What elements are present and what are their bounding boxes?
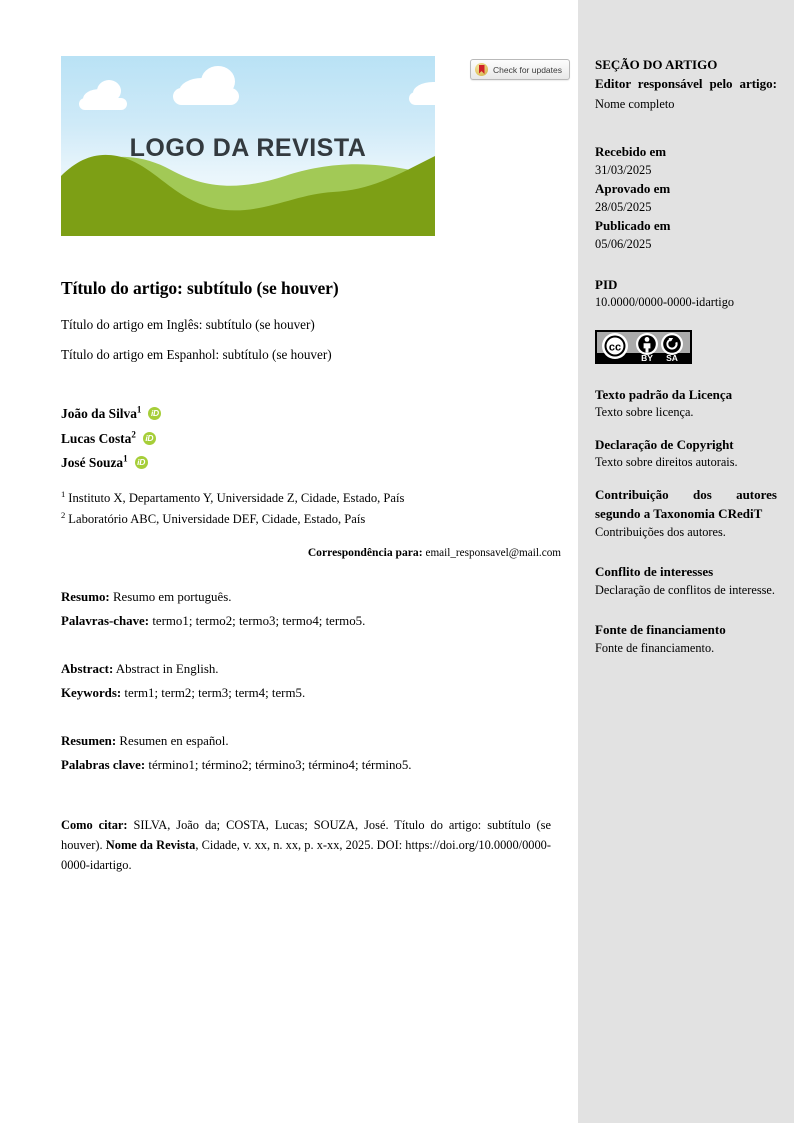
spacer [595,541,777,563]
responsible-editor-value: Nome completo [595,96,675,111]
author-entry [61,429,578,446]
correspondence-line [61,546,578,559]
affiliation-text: Laboratório ABC, Universidade DEF, Cidade, Estado, País [68,512,366,527]
affiliation-text: Instituto X, Departamento Y, Universidade Z, Cidade, Estado, País [68,491,405,506]
funding-body: Fonte de financiamento. [595,640,715,655]
date-approved-value: 28/05/2025 [595,199,652,214]
spacer [595,422,777,436]
license-text-body: Texto sobre licença. [595,404,694,419]
conflict-heading: Conflito de interesses [595,564,714,580]
affiliation-list [61,489,578,529]
credit-body: Contribuições dos autores. [595,524,726,539]
spacer [595,254,777,276]
author-name: João da Silva [61,406,137,422]
article-title-es: Título do artigo em Espanhol: subtítulo (se houver) [61,347,332,363]
svg-text:SA: SA [666,352,678,363]
author-entry [61,404,578,422]
author-affiliation-marker: 1 [136,404,142,415]
svg-text:cc: cc [608,341,622,354]
affiliation-marker: 2 [61,510,66,521]
cloud-icon [79,98,127,110]
keywords-en [61,683,578,703]
conflict-body: Declaração de conflitos de interesse. [595,582,775,597]
orcid-icon[interactable] [148,407,161,420]
orcid-icon[interactable] [135,456,148,469]
crossmark-icon [475,63,488,76]
author-name: Lucas Costa [61,430,132,446]
license-text-block [595,386,777,422]
cloud-icon [409,92,435,105]
journal-logo-banner [61,56,435,236]
date-received [595,143,777,180]
pid-value[interactable]: 10.0000/0000-0000-idartigo [595,294,735,309]
copyright-block [595,436,777,472]
date-approved [595,180,777,217]
article-title-en: Título do artigo em Inglês: subtítulo (se houver) [61,316,315,332]
abstract-text-es: Resumen en español. [119,734,229,749]
author-name: José Souza [61,455,124,470]
spacer [595,364,777,386]
abstract-block-es [61,731,578,775]
keywords-label-pt: Palavras-chave: [61,614,150,629]
creative-commons-license-badge[interactable] [595,330,692,364]
svg-text:BY: BY [641,352,653,363]
orcid-glyph: iD [145,432,154,443]
check-for-updates-badge[interactable] [470,59,570,80]
keywords-label-en: Keywords: [61,686,122,701]
funding-heading: Fonte de financiamento [595,622,726,638]
abstract-block-en [61,659,578,703]
affiliation-item [61,510,578,529]
date-received-label: Recebido em [595,144,667,160]
credit-heading: Contribuição dos autores segundo a Taxonomia CRediT [595,486,777,521]
date-published [595,217,777,254]
pid-label: PID [595,276,618,292]
keywords-text-pt: termo1; termo2; termo3; termo4; termo5. [152,614,366,629]
abstract-pt [61,587,578,607]
cc-by-sa-icon [595,330,692,364]
conflict-of-interest-block [595,563,777,599]
date-received-value: 31/03/2025 [595,163,652,178]
abstract-en [61,659,578,679]
affiliation-item [61,489,578,508]
abstract-label-pt: Resumo: [61,590,110,605]
responsible-editor [595,74,777,113]
citation-authors: SILVA, João da; COSTA, Lucas; SOUZA, José. Título do artigo: subtítulo (se houver). [61,818,551,853]
abstract-label-en: Abstract: [61,662,114,677]
credit-block [595,486,777,542]
journal-logo-title: LOGO DA REVISTA [129,134,367,162]
author-affiliation-marker: 2 [131,429,136,440]
responsible-editor-label: Editor responsável pelo artigo: [595,76,777,92]
author-affiliation-marker: 1 [123,453,128,464]
date-approved-label: Aprovado em [595,181,671,197]
funding-block [595,621,777,657]
correspondence-label: Correspondência para: [307,546,423,560]
abstract-text-en: Abstract in English. [115,662,219,677]
affiliation-marker: 1 [61,489,66,500]
keywords-es [61,755,578,775]
section-heading: SEÇÃO DO ARTIGO [595,57,718,72]
abstract-block-pt [61,587,578,631]
citation-rest: , Cidade, v. xx, n. xx, p. x-xx, 2025. DOI: https://doi.org/10.0000/0000-0000-idartigo. [61,838,552,873]
abstract-label-es: Resumen: [61,734,117,749]
abstract-text-pt: Resumo em português. [112,590,232,605]
how-to-cite-block [61,815,551,875]
spacer [595,599,777,621]
keywords-label-es: Palabras clave: [61,758,146,773]
check-for-updates-label: Check for updates [493,64,562,75]
correspondence-email[interactable]: email_responsavel@mail.com [425,547,561,560]
author-list [61,404,578,470]
date-published-label: Publicado em [595,217,671,233]
keywords-pt [61,611,578,631]
how-to-cite-label: Como citar: [61,818,128,833]
author-entry [61,453,578,470]
orcid-glyph: iD [150,408,159,419]
spacer [595,113,777,143]
copyright-heading: Declaração de Copyright [595,436,734,452]
logo-row [61,56,578,238]
keywords-text-es: término1; término2; término3; término4; término5. [148,758,412,773]
cloud-icon [173,88,239,105]
spacer [595,472,777,486]
metadata-sidebar [578,0,794,1123]
article-title-pt: Título do artigo: subtítulo (se houver) [61,278,339,298]
orcid-icon[interactable] [143,432,156,445]
orcid-glyph: iD [137,457,146,468]
citation-journal: Nome da Revista [105,838,196,853]
license-text-heading: Texto padrão da Licença [595,386,733,402]
abstract-es [61,731,578,751]
keywords-text-en: term1; term2; term3; term4; term5. [124,686,306,701]
date-published-value: 05/06/2025 [595,236,652,251]
copyright-body: Texto sobre direitos autorais. [595,455,738,469]
